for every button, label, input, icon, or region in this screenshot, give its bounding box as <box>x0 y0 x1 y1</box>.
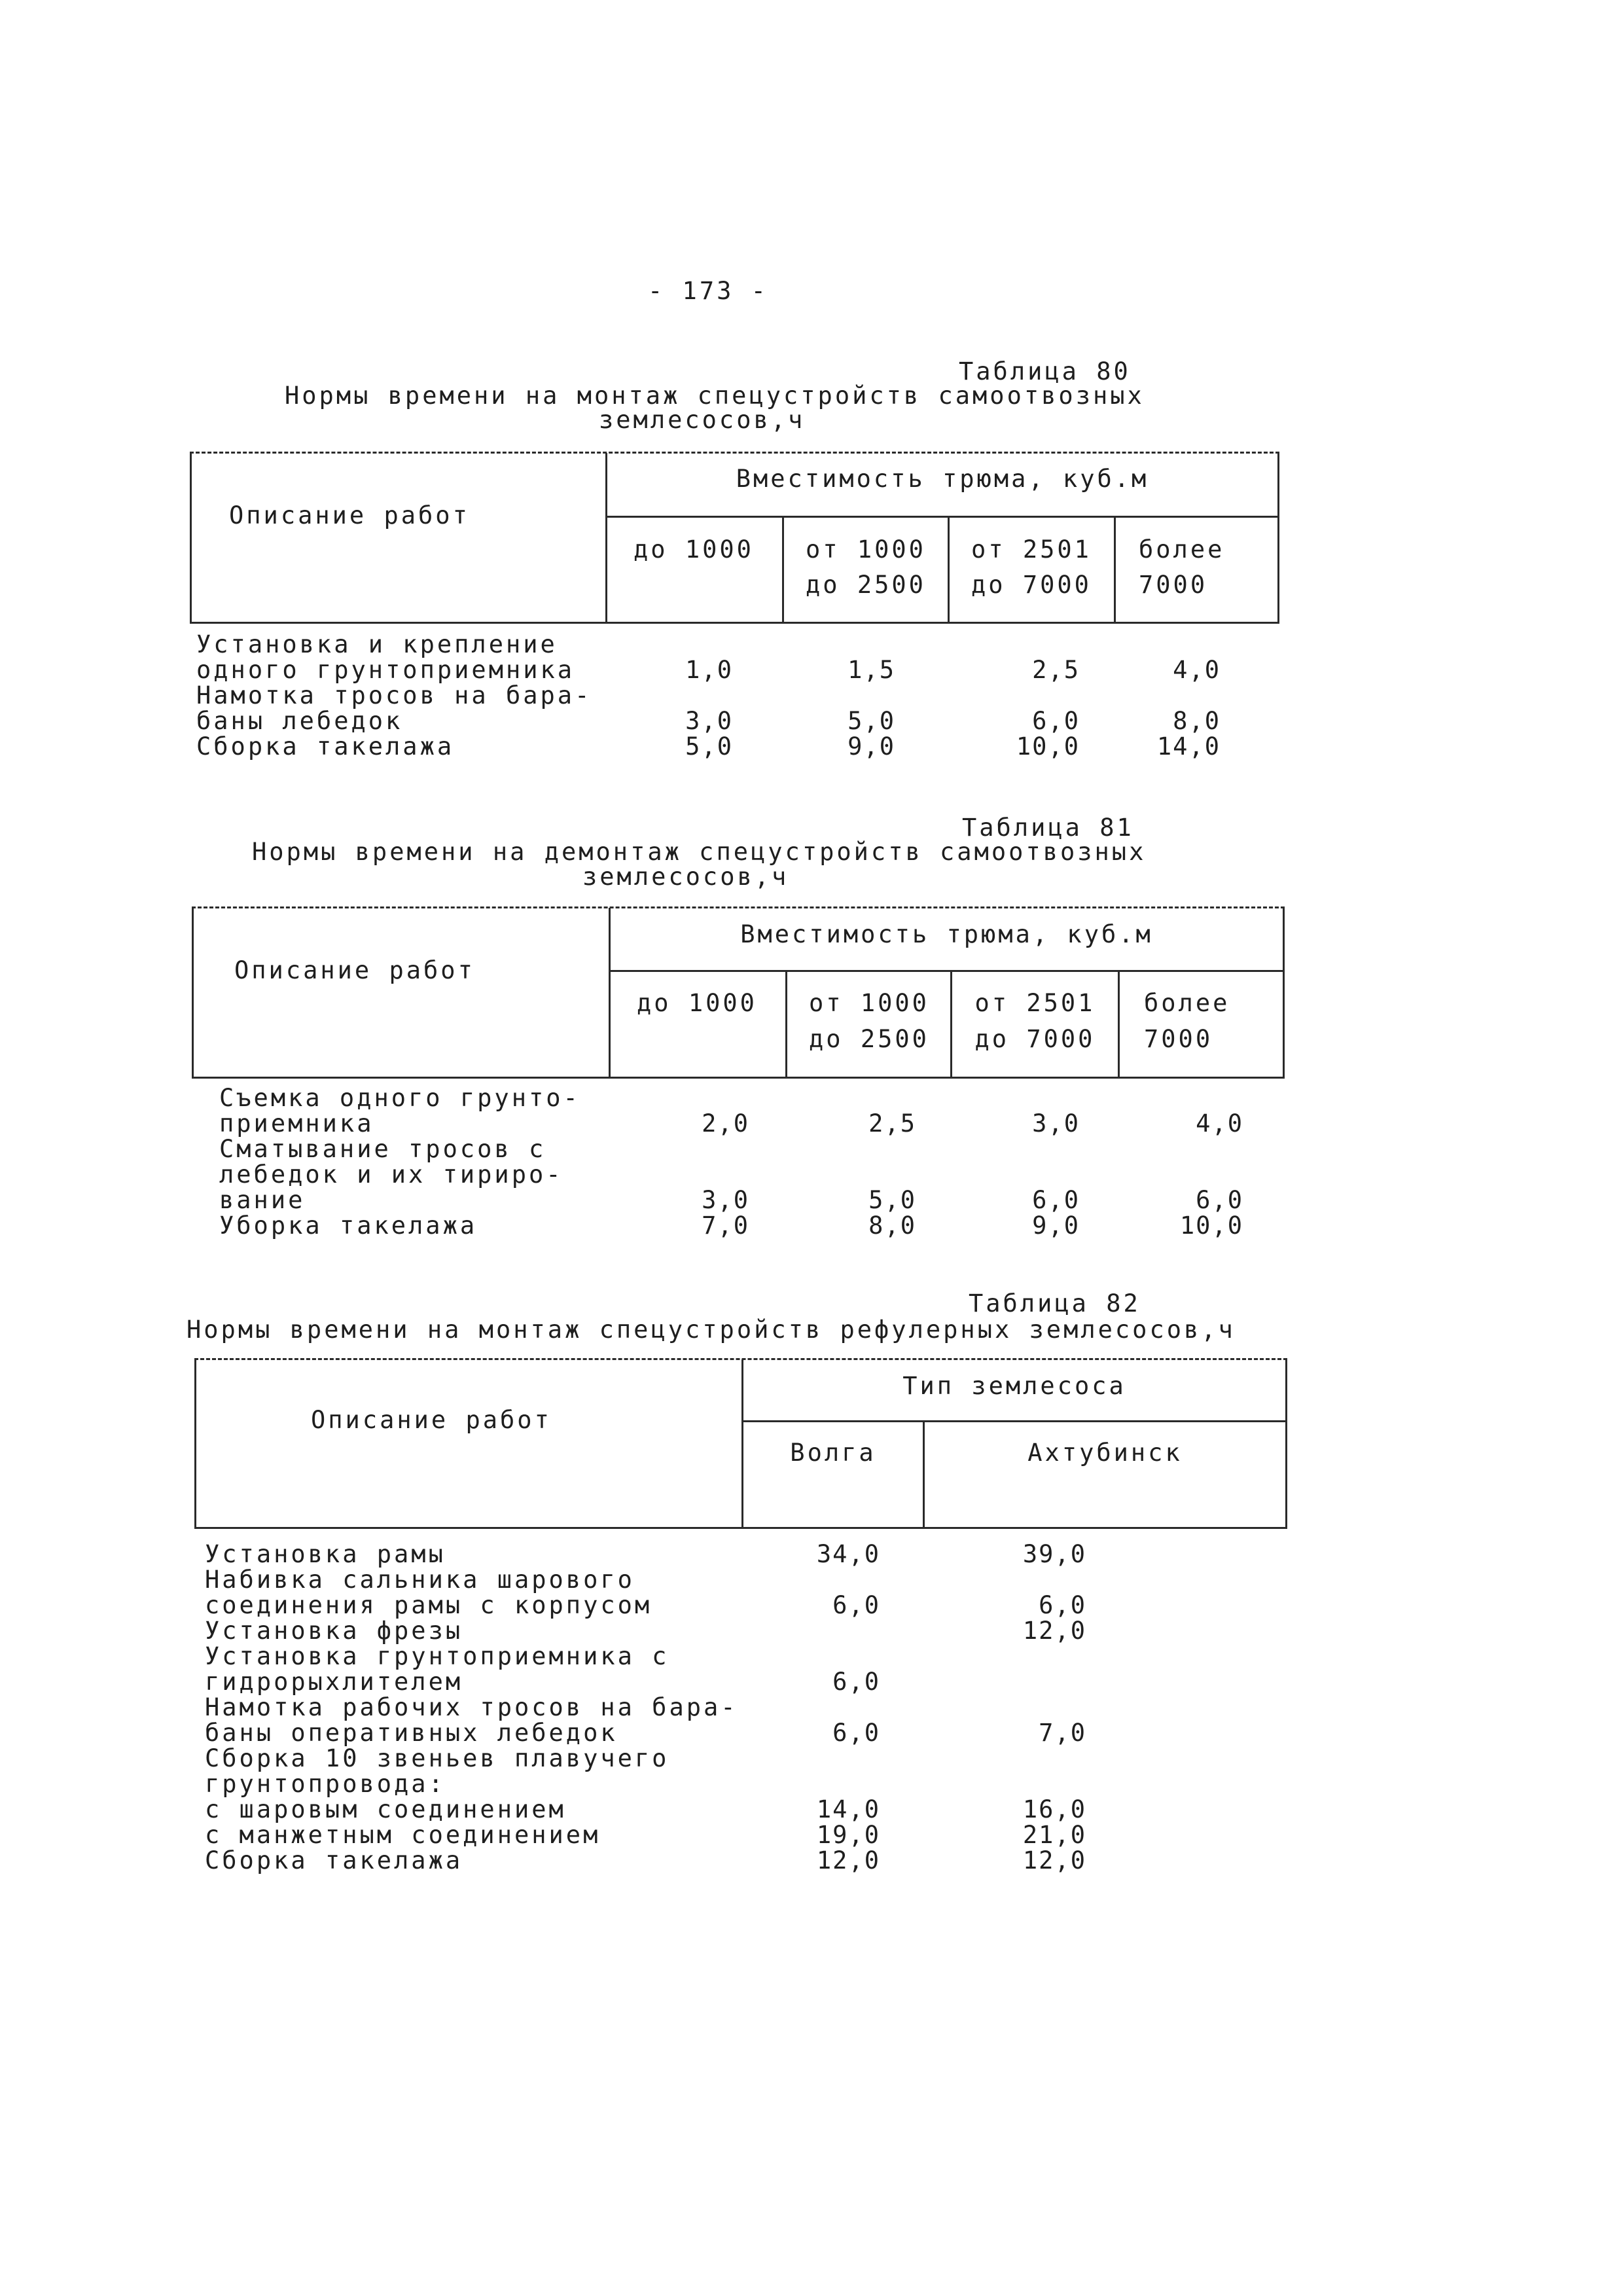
col-divider <box>1118 971 1120 1077</box>
col-header: 7000 <box>1144 1025 1213 1053</box>
table-cell: 4,0 <box>1173 656 1221 684</box>
table-label: Таблица 80 <box>959 357 1131 386</box>
left-border <box>190 453 192 622</box>
table-title: Нормы времени на монтаж спецустройств рефулерных землесосов,ч <box>187 1316 1236 1344</box>
header-desc: Описание работ <box>311 1406 552 1434</box>
table-title-line1: Нормы времени на демонтаж спецустройств самоотвозных <box>252 838 1147 866</box>
header-desc: Описание работ <box>234 956 475 984</box>
header-bottom-rule <box>194 1527 1287 1529</box>
table-cell: 2,0 <box>702 1109 749 1138</box>
row-desc: вание <box>219 1186 306 1214</box>
col-divider <box>923 1422 925 1527</box>
table-cell: 3,0 <box>685 707 733 735</box>
header-desc: Описание работ <box>229 501 470 529</box>
header-group: Тип землесоса <box>902 1372 1126 1400</box>
table-title-line2: землесосов,ч <box>582 863 789 891</box>
table-title-line1: Нормы времени на монтаж спецустройств самоотвозных <box>285 382 1145 410</box>
table-cell: 12,0 <box>816 1846 880 1874</box>
table-top-rule <box>194 1358 1287 1360</box>
col-header: от 1000 <box>809 989 929 1017</box>
header-group: Вместимость трюма, куб.м <box>736 465 1149 493</box>
table-label: Таблица 82 <box>969 1289 1141 1318</box>
page-number: - 173 - <box>648 277 768 305</box>
col-header: от 2501 <box>974 989 1096 1017</box>
table-cell: 6,0 <box>1039 1591 1086 1619</box>
row-desc: лебедок и их тириро- <box>219 1160 563 1189</box>
col-header: до 7000 <box>974 1025 1096 1053</box>
table-cell: 39,0 <box>1022 1540 1086 1568</box>
row-desc: Установка и крепление <box>196 630 558 658</box>
row-desc: одного грунтоприемника <box>196 656 575 684</box>
table-cell: 7,0 <box>702 1211 749 1240</box>
table-cell: 3,0 <box>1032 1109 1080 1138</box>
table-cell: 19,0 <box>816 1821 880 1849</box>
row-desc: баны оперативных лебедок <box>205 1719 618 1747</box>
row-desc: гидрорыхлителем <box>205 1668 463 1696</box>
row-desc: Уборка такелажа <box>219 1211 478 1240</box>
row-desc: Установка фрезы <box>205 1617 463 1645</box>
table-cell: 3,0 <box>702 1186 749 1214</box>
table-cell: 7,0 <box>1039 1719 1086 1747</box>
table-cell: 16,0 <box>1022 1795 1086 1823</box>
table-cell: 12,0 <box>1022 1846 1086 1874</box>
row-desc: Сборка 10 звеньев плавучего <box>205 1744 669 1772</box>
table-cell: 6,0 <box>832 1719 880 1747</box>
table-cell: 4,0 <box>1196 1109 1243 1138</box>
row-desc: Набивка сальника шарового <box>205 1566 635 1594</box>
col-header: более <box>1144 989 1230 1017</box>
table-cell: 5,0 <box>868 1186 916 1214</box>
table-cell: 10,0 <box>1179 1211 1243 1240</box>
table-cell: 14,0 <box>816 1795 880 1823</box>
header-group: Вместимость трюма, куб.м <box>740 920 1153 948</box>
row-desc: баны лебедок <box>196 707 403 735</box>
col-header: до 7000 <box>971 571 1092 599</box>
col-header: от 1000 <box>806 535 926 564</box>
header-bottom-rule <box>192 1077 1285 1079</box>
table-cell: 6,0 <box>1032 1186 1080 1214</box>
table-top-rule <box>190 452 1279 454</box>
row-desc: Намотка рабочих тросов на бара- <box>205 1693 738 1721</box>
table-cell: 5,0 <box>847 707 895 735</box>
left-border <box>192 908 194 1077</box>
col-header: более <box>1139 535 1225 564</box>
row-desc: Сматывание тросов с <box>219 1135 546 1163</box>
row-desc: Сборка такелажа <box>205 1846 463 1874</box>
table-cell: 1,5 <box>847 656 895 684</box>
col-header: Волга <box>790 1439 876 1467</box>
table-cell: 9,0 <box>847 732 895 761</box>
col-header: от 2501 <box>971 535 1092 564</box>
col-divider <box>782 517 784 622</box>
table-cell: 12,0 <box>1022 1617 1086 1645</box>
row-desc: Установка рамы <box>205 1540 446 1568</box>
col-header: до 2500 <box>806 571 926 599</box>
table-cell: 6,0 <box>1032 707 1080 735</box>
table-cell: 10,0 <box>1016 732 1080 761</box>
table-cell: 6,0 <box>832 1668 880 1696</box>
table-cell: 8,0 <box>868 1211 916 1240</box>
col-header: до 1000 <box>637 989 757 1017</box>
table-cell: 6,0 <box>832 1591 880 1619</box>
table-top-rule <box>192 906 1285 908</box>
table-cell: 8,0 <box>1173 707 1221 735</box>
table-label: Таблица 81 <box>962 814 1134 842</box>
table-cell: 9,0 <box>1032 1211 1080 1240</box>
table-cell: 6,0 <box>1196 1186 1243 1214</box>
col-divider <box>948 517 950 622</box>
table-cell: 21,0 <box>1022 1821 1086 1849</box>
left-border <box>194 1359 196 1527</box>
col-header: до 1000 <box>633 535 754 564</box>
col-header: до 2500 <box>809 1025 929 1053</box>
row-desc: Установка грунтоприемника с <box>205 1642 669 1670</box>
header-bottom-rule <box>190 622 1279 624</box>
table-cell: 5,0 <box>685 732 733 761</box>
row-desc: Сборка такелажа <box>196 732 455 761</box>
table-cell: 2,5 <box>1032 656 1080 684</box>
group-rule <box>605 516 1279 518</box>
row-desc: соединения рамы с корпусом <box>205 1591 652 1619</box>
row-desc: с шаровым соединением <box>205 1795 566 1823</box>
row-desc: приемника <box>219 1109 374 1138</box>
col-header: 7000 <box>1139 571 1208 599</box>
row-desc: грунтопровода: <box>205 1770 446 1798</box>
table-cell: 34,0 <box>816 1540 880 1568</box>
table-cell: 2,5 <box>868 1109 916 1138</box>
group-rule <box>609 970 1285 972</box>
col-divider <box>1114 517 1116 622</box>
group-rule <box>741 1420 1287 1422</box>
row-desc: Съемка одного грунто- <box>219 1084 580 1112</box>
table-cell: 1,0 <box>685 656 733 684</box>
col-divider <box>950 971 952 1077</box>
row-desc: Намотка тросов на бара- <box>196 681 592 709</box>
row-desc: с манжетным соединением <box>205 1821 601 1849</box>
table-title-line2: землесосов,ч <box>599 406 806 434</box>
col-divider <box>785 971 787 1077</box>
col-header: Ахтубинск <box>1027 1439 1183 1467</box>
table-cell: 14,0 <box>1156 732 1221 761</box>
